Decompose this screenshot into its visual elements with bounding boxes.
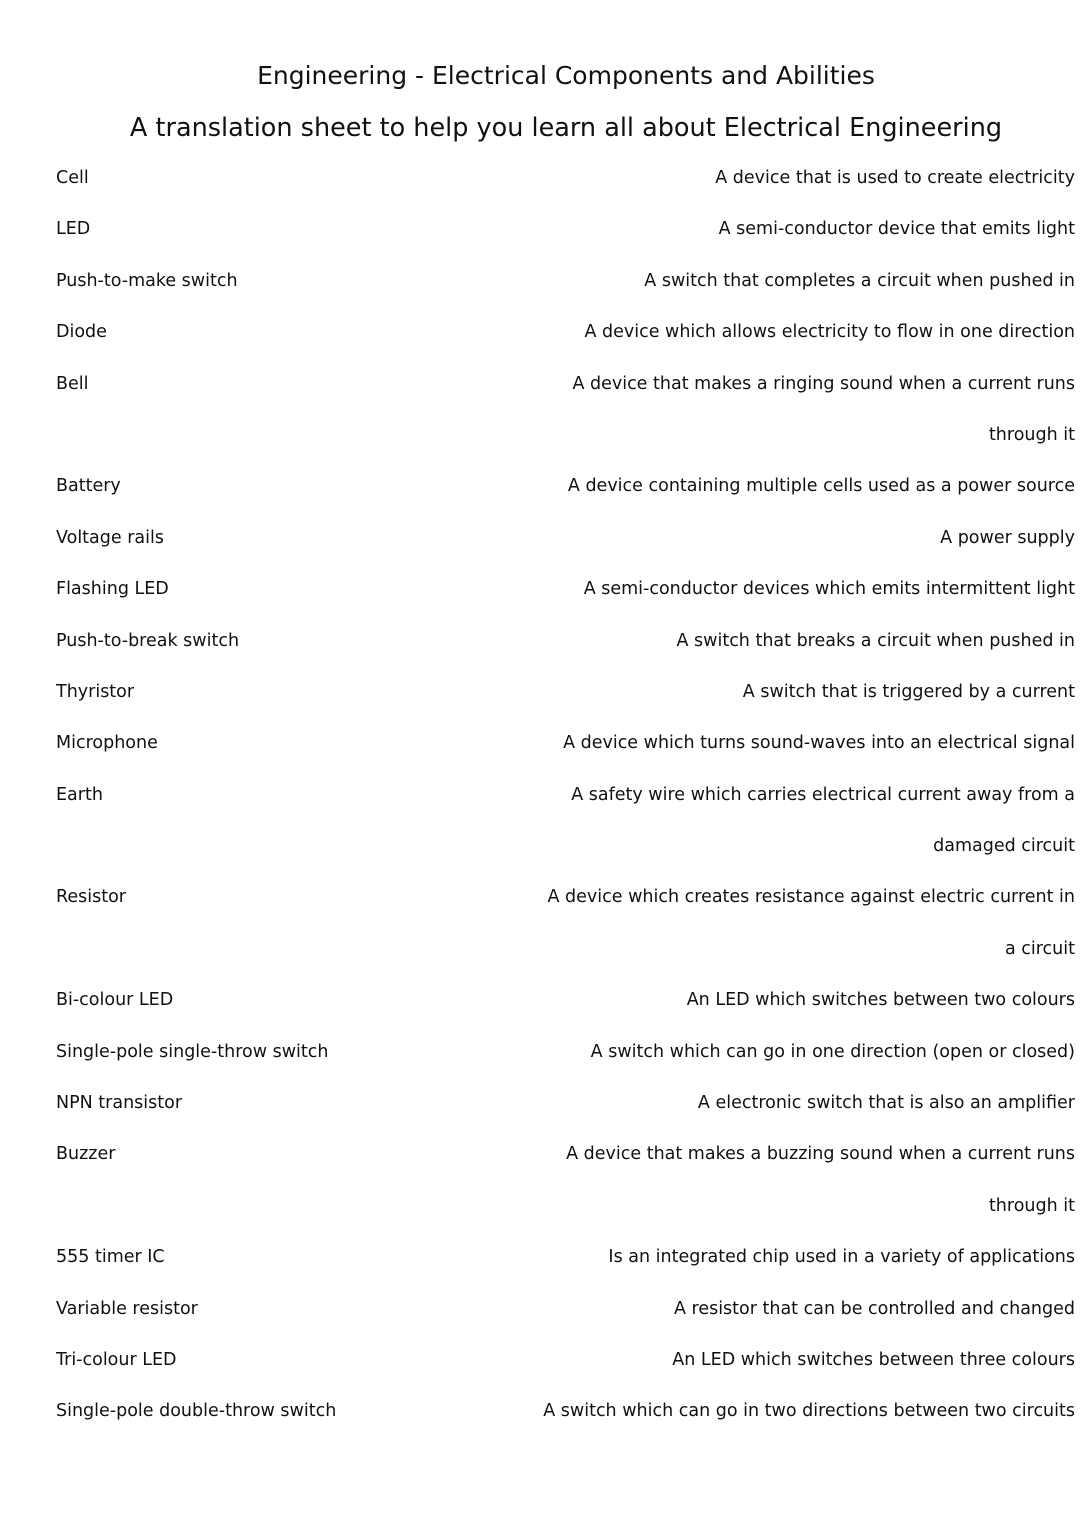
glossary-definition-line	[571, 834, 1075, 885]
glossary-list	[56, 166, 1075, 1451]
glossary-definition-text: A device that makes a buzzing sound when a current runs	[566, 1144, 1075, 1165]
glossary-definition-line	[568, 474, 1075, 525]
glossary-term-text: Diode	[56, 322, 107, 343]
glossary-definition-line	[563, 731, 1075, 782]
glossary-definition-line	[698, 1091, 1075, 1142]
glossary-entry	[56, 526, 1075, 577]
glossary-definition	[674, 1297, 1075, 1348]
glossary-definition-text: damaged circuit	[933, 836, 1075, 857]
glossary-term-text: Voltage rails	[56, 527, 164, 548]
glossary-definition-line	[543, 1399, 1075, 1450]
glossary-entry	[56, 1091, 1075, 1142]
glossary-definition-text: A switch that is triggered by a current	[742, 681, 1075, 702]
glossary-definition-line	[940, 526, 1075, 577]
glossary-term	[56, 1399, 336, 1450]
glossary-definition-line	[584, 320, 1075, 371]
page-title: Engineering - Electrical Components and Abilities	[257, 61, 875, 90]
glossary-definition	[940, 526, 1075, 577]
glossary-definition-text: A semi-conductor device that emits light	[718, 219, 1075, 240]
glossary-term	[56, 885, 126, 936]
glossary-entry	[56, 166, 1075, 217]
glossary-definition	[591, 1040, 1075, 1091]
glossary-definition-text: a circuit	[1004, 938, 1075, 959]
glossary-term-text: Bell	[56, 373, 89, 394]
glossary-entry	[56, 783, 1075, 886]
glossary-entry	[56, 885, 1075, 988]
glossary-definition-text: A power supply	[940, 527, 1075, 548]
glossary-definition-text: A switch which can go in one direction (open or closed)	[590, 1041, 1075, 1062]
glossary-definition	[698, 1091, 1075, 1142]
glossary-entry	[56, 269, 1075, 320]
glossary-term-text: Single-pole double-throw switch	[56, 1401, 337, 1422]
glossary-definition	[719, 217, 1075, 268]
glossary-definition	[715, 166, 1075, 217]
glossary-definition-line	[672, 1348, 1075, 1399]
glossary-definition	[584, 577, 1075, 628]
glossary-definition-line	[677, 629, 1076, 680]
glossary-term-text: Resistor	[56, 887, 126, 908]
glossary-definition	[672, 1348, 1075, 1399]
glossary-definition	[566, 1142, 1075, 1245]
glossary-definition-line	[674, 1297, 1075, 1348]
glossary-definition-text: A switch that completes a circuit when pushed in	[644, 270, 1075, 291]
glossary-definition-line	[715, 166, 1075, 217]
glossary-term-text: Tri-colour LED	[56, 1349, 177, 1370]
glossary-definition-line	[572, 372, 1075, 423]
glossary-definition-text: A switch which can go in two directions between two circuits	[543, 1401, 1075, 1422]
glossary-term	[56, 372, 89, 423]
glossary-definition	[548, 885, 1075, 988]
glossary-term-text: NPN transistor	[56, 1093, 183, 1114]
glossary-term-text: Thyristor	[56, 681, 135, 702]
page-subtitle: A translation sheet to help you learn all about Electrical Engineering	[129, 113, 1003, 143]
glossary-entry	[56, 1142, 1075, 1245]
glossary-entry	[56, 1297, 1075, 1348]
glossary-definition-line	[608, 1245, 1075, 1296]
glossary-definition-line	[743, 680, 1075, 731]
glossary-definition-text: An LED which switches between two colours	[686, 990, 1075, 1011]
glossary-term-text: Variable resistor	[56, 1298, 198, 1319]
glossary-definition-line	[566, 1194, 1075, 1245]
glossary-definition-line	[572, 423, 1075, 474]
glossary-entry	[56, 320, 1075, 371]
glossary-definition-text: through it	[988, 1195, 1075, 1216]
glossary-definition-text: A switch that breaks a circuit when pushed in	[676, 630, 1075, 651]
glossary-definition	[743, 680, 1075, 731]
glossary-definition	[644, 269, 1075, 320]
glossary-definition-line	[644, 269, 1075, 320]
glossary-definition-text: A device which allows electricity to flow in one direction	[584, 322, 1075, 343]
glossary-definition	[677, 629, 1076, 680]
glossary-entry	[56, 1399, 1075, 1450]
glossary-term-text: Buzzer	[56, 1144, 116, 1165]
glossary-definition-text: A resistor that can be controlled and changed	[673, 1298, 1075, 1319]
glossary-definition-line	[571, 783, 1075, 834]
glossary-definition-text: through it	[988, 424, 1075, 445]
glossary-definition-line	[584, 577, 1075, 628]
glossary-definition-line	[548, 885, 1075, 936]
glossary-definition-text: A electronic switch that is also an amplifier	[697, 1093, 1075, 1114]
glossary-definition-text: An LED which switches between three colours	[672, 1349, 1075, 1370]
glossary-definition	[563, 731, 1075, 782]
glossary-term-text: Earth	[56, 784, 103, 805]
glossary-term-text: Cell	[56, 168, 89, 188]
glossary-definition	[543, 1399, 1075, 1450]
glossary-entry	[56, 629, 1075, 680]
glossary-definition-text: A safety wire which carries electrical current away from a	[571, 784, 1075, 805]
glossary-term-text: Microphone	[56, 733, 158, 754]
glossary-entry	[56, 680, 1075, 731]
glossary-definition-text: A device that is used to create electricity	[715, 168, 1075, 188]
glossary-definition	[584, 320, 1075, 371]
glossary-entry	[56, 1245, 1075, 1296]
glossary-definition-line	[566, 1142, 1075, 1193]
glossary-term-text: Flashing LED	[56, 579, 169, 600]
glossary-entry	[56, 372, 1075, 475]
glossary-term-text: Push-to-make switch	[56, 270, 238, 291]
glossary-definition-text: A device which creates resistance against electric current in	[547, 887, 1075, 908]
glossary-definition	[572, 372, 1075, 475]
glossary-definition-text: A device containing multiple cells used as a power source	[567, 476, 1075, 497]
glossary-term-text: Single-pole single-throw switch	[56, 1041, 329, 1062]
glossary-term-text: LED	[56, 219, 91, 240]
glossary-term-text: 555 timer IC	[56, 1247, 165, 1268]
glossary-definition-text: Is an integrated chip used in a variety of applications	[608, 1247, 1075, 1268]
glossary-definition-text: A semi-conductor devices which emits intermittent light	[583, 579, 1075, 600]
glossary-term-text: Push-to-break switch	[56, 630, 240, 651]
glossary-term-text: Bi-colour LED	[56, 990, 174, 1011]
glossary-definition-line	[548, 937, 1075, 988]
glossary-definition	[687, 988, 1075, 1039]
glossary-definition-line	[591, 1040, 1075, 1091]
glossary-definition-line	[719, 217, 1075, 268]
glossary-definition	[571, 783, 1075, 886]
glossary-definition	[568, 474, 1075, 525]
glossary-term	[56, 1142, 115, 1193]
glossary-definition-text: A device that makes a ringing sound when a current runs	[572, 373, 1075, 394]
glossary-entry	[56, 474, 1075, 525]
glossary-definition-line	[687, 988, 1075, 1039]
glossary-term-text: Battery	[56, 476, 121, 497]
glossary-term	[56, 783, 103, 834]
glossary-entry	[56, 1040, 1075, 1091]
glossary-entry	[56, 731, 1075, 782]
glossary-definition-text: A device which turns sound-waves into an electrical signal	[563, 733, 1075, 754]
glossary-definition	[608, 1245, 1075, 1296]
